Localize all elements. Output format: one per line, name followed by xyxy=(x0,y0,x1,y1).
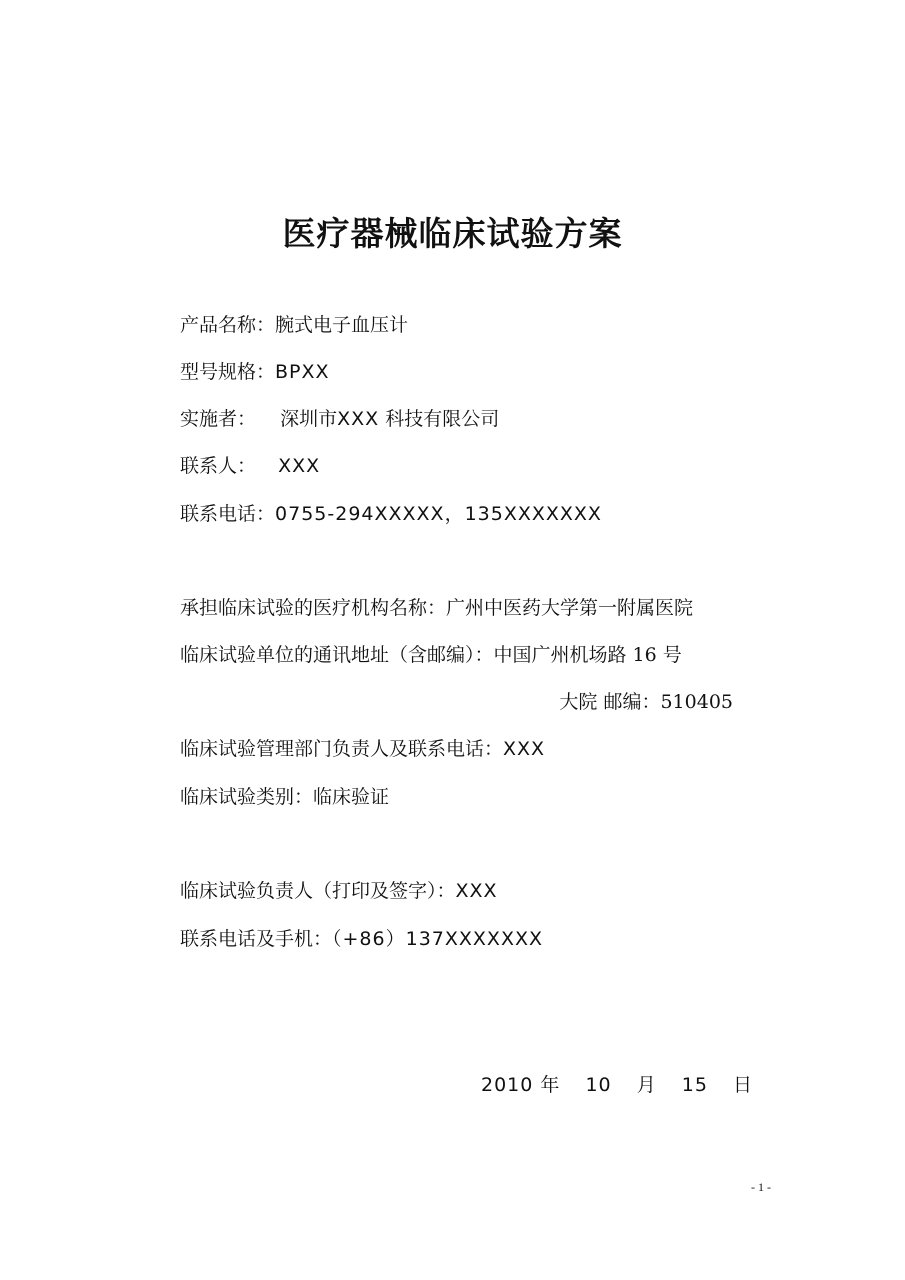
model-line xyxy=(180,360,330,384)
address-value: 中国广州机场路 16 号 xyxy=(493,644,682,666)
date-day: 15 xyxy=(681,1074,708,1096)
address-continuation: 大院 邮编：510405 xyxy=(559,691,733,713)
address-line xyxy=(180,643,682,667)
page-number: - 1 - xyxy=(751,1180,771,1194)
date-year: 2010 xyxy=(480,1074,534,1096)
model-value: BPXX xyxy=(275,361,330,383)
product-name-label: 产品名称： xyxy=(180,314,276,336)
document-title: 医疗器械临床试验方案 xyxy=(282,214,623,253)
phone-value: 0755-294XXXXX，135XXXXXXX xyxy=(275,503,602,525)
product-name-line xyxy=(180,313,408,337)
institution-line xyxy=(180,596,693,620)
manager-line xyxy=(180,737,545,761)
phone-line xyxy=(180,502,602,526)
implementer-value-suffix: 科技有限公司 xyxy=(385,408,500,430)
leader-label: 临床试验负责人（打印及签字）： xyxy=(180,880,456,902)
contact-label: 联系人： xyxy=(180,455,257,477)
product-name-value: 腕式电子血压计 xyxy=(275,314,409,336)
implementer-line xyxy=(180,407,499,431)
address-label: 临床试验单位的通讯地址（含邮编）： xyxy=(180,644,494,666)
date-day-unit: 日 xyxy=(732,1074,753,1096)
leader-value: XXX xyxy=(455,880,498,902)
category-label: 临床试验类别： xyxy=(180,786,314,808)
leader-line xyxy=(180,879,498,903)
category-line xyxy=(180,785,389,809)
leader-phone-label: 联系电话及手机： xyxy=(180,928,333,950)
implementer-label: 实施者： xyxy=(180,408,257,430)
implementer-value-prefix: 深圳市 xyxy=(280,408,338,430)
document-date xyxy=(481,1070,753,1097)
institution-label: 承担临床试验的医疗机构名称： xyxy=(180,597,447,619)
date-year-unit: 年 xyxy=(540,1074,561,1096)
phone-label: 联系电话： xyxy=(180,503,276,525)
date-month: 10 xyxy=(585,1074,612,1096)
category-value: 临床验证 xyxy=(313,786,390,808)
contact-line xyxy=(180,454,320,478)
leader-phone-line xyxy=(180,927,543,951)
date-month-unit: 月 xyxy=(636,1074,657,1096)
model-label: 型号规格： xyxy=(180,361,276,383)
manager-label: 临床试验管理部门负责人及联系电话： xyxy=(180,738,504,760)
institution-value: 广州中医药大学第一附属医院 xyxy=(446,597,694,619)
leader-phone-value: （+86）137XXXXXXX xyxy=(332,928,543,950)
implementer-value-x: XXX xyxy=(337,408,380,430)
contact-value: XXX xyxy=(278,455,321,477)
manager-value: XXX xyxy=(503,738,546,760)
